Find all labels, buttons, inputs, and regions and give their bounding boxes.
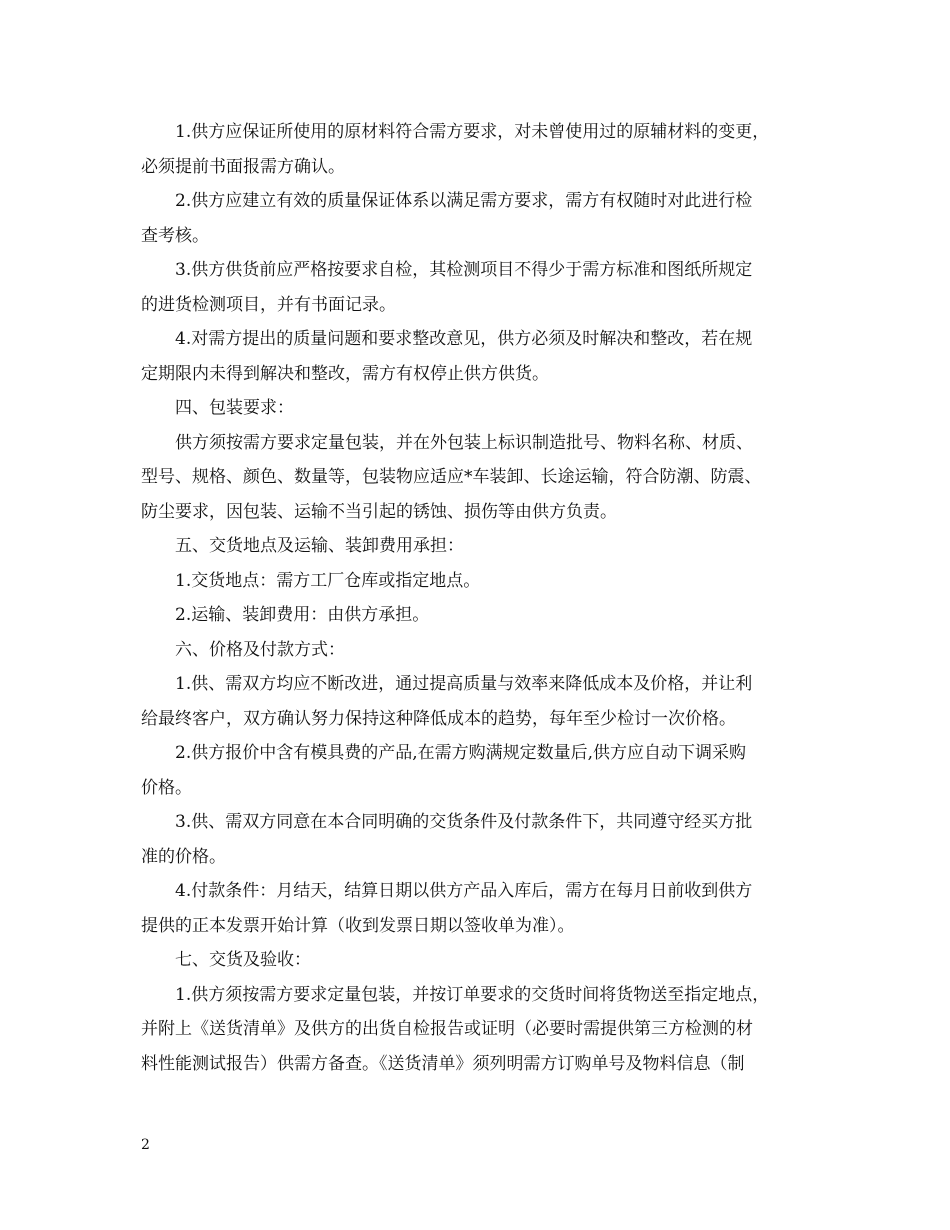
text-line: 提供的正本发票开始计算（收到发票日期以签收单为准）。 [141, 915, 575, 936]
text-line: 1.交货地点：需方工厂仓库或指定地点。 [175, 570, 481, 591]
page-number: 2 [141, 1137, 150, 1153]
document-body [141, 115, 831, 1081]
text-line: 供方须按需方要求定量包装，并在外包装上标识制造批号、物料名称、材质、 [175, 432, 753, 453]
text-line: 价格。 [141, 777, 192, 798]
text-line: 给最终客户，双方确认努力保持这种降低成本的趋势，每年至少检讨一次价格。 [141, 708, 736, 729]
text-line: 2.供方报价中含有模具费的产品,在需方购满规定数量后,供方应自动下调采购 [175, 743, 747, 763]
text-line: 必须提前书面报需方确认。 [141, 156, 345, 177]
text-line: 查考核。 [141, 225, 209, 246]
text-line: 3.供方供货前应严格按要求自检，其检测项目不得少于需方标准和图纸所规定 [175, 260, 753, 280]
text-line: 的进货检测项目，并有书面记录。 [141, 294, 396, 315]
text-line: 2.供方应建立有效的质量保证体系以满足需方要求，需方有权随时对此进行检 [175, 191, 753, 211]
text-line: 4.付款条件：月结天，结算日期以供方产品入库后，需方在每月日前收到供方 [175, 881, 753, 901]
text-line: 四、包装要求： [175, 398, 294, 418]
text-line: 五、交货地点及运输、装卸费用承担： [175, 536, 464, 556]
text-line: 六、价格及付款方式： [175, 639, 345, 660]
text-line: 1.供方应保证所使用的原材料符合需方要求，对未曾使用过的原辅材料的变更， [175, 122, 770, 142]
text-line: 4.对需方提出的质量问题和要求整改意见，供方必须及时解决和整改，若在规 [175, 329, 753, 349]
text-line: 准的价格。 [141, 846, 226, 867]
text-line: 2.运输、装卸费用：由供方承担。 [175, 605, 430, 625]
text-line: 并附上《送货清单》及供方的出货自检报告或证明（必要时需提供第三方检测的材 [141, 1019, 753, 1039]
text-line: 型号、规格、颜色、数量等，包装物应适应*车装卸、长途运输，符合防潮、防震、 [141, 467, 762, 487]
text-line: 3.供、需双方同意在本合同明确的交货条件及付款条件下，共同遵守经买方批 [175, 812, 753, 832]
text-line: 防尘要求，因包装、运输不当引起的锈蚀、损伤等由供方负责。 [141, 501, 617, 522]
text-line: 料性能测试报告）供需方备查。《送货清单》须列明需方订购单号及物料信息（制 [141, 1053, 745, 1074]
text-line: 1.供、需双方均应不断改进，通过提高质量与效率来降低成本及价格，并让利 [175, 674, 753, 694]
text-line: 七、交货及验收： [175, 950, 311, 970]
text-line: 定期限内未得到解决和整改，需方有权停止供方供货。 [141, 363, 549, 384]
text-line: 1.供方须按需方要求定量包装，并按订单要求的交货时间将货物送至指定地点， [175, 984, 770, 1005]
